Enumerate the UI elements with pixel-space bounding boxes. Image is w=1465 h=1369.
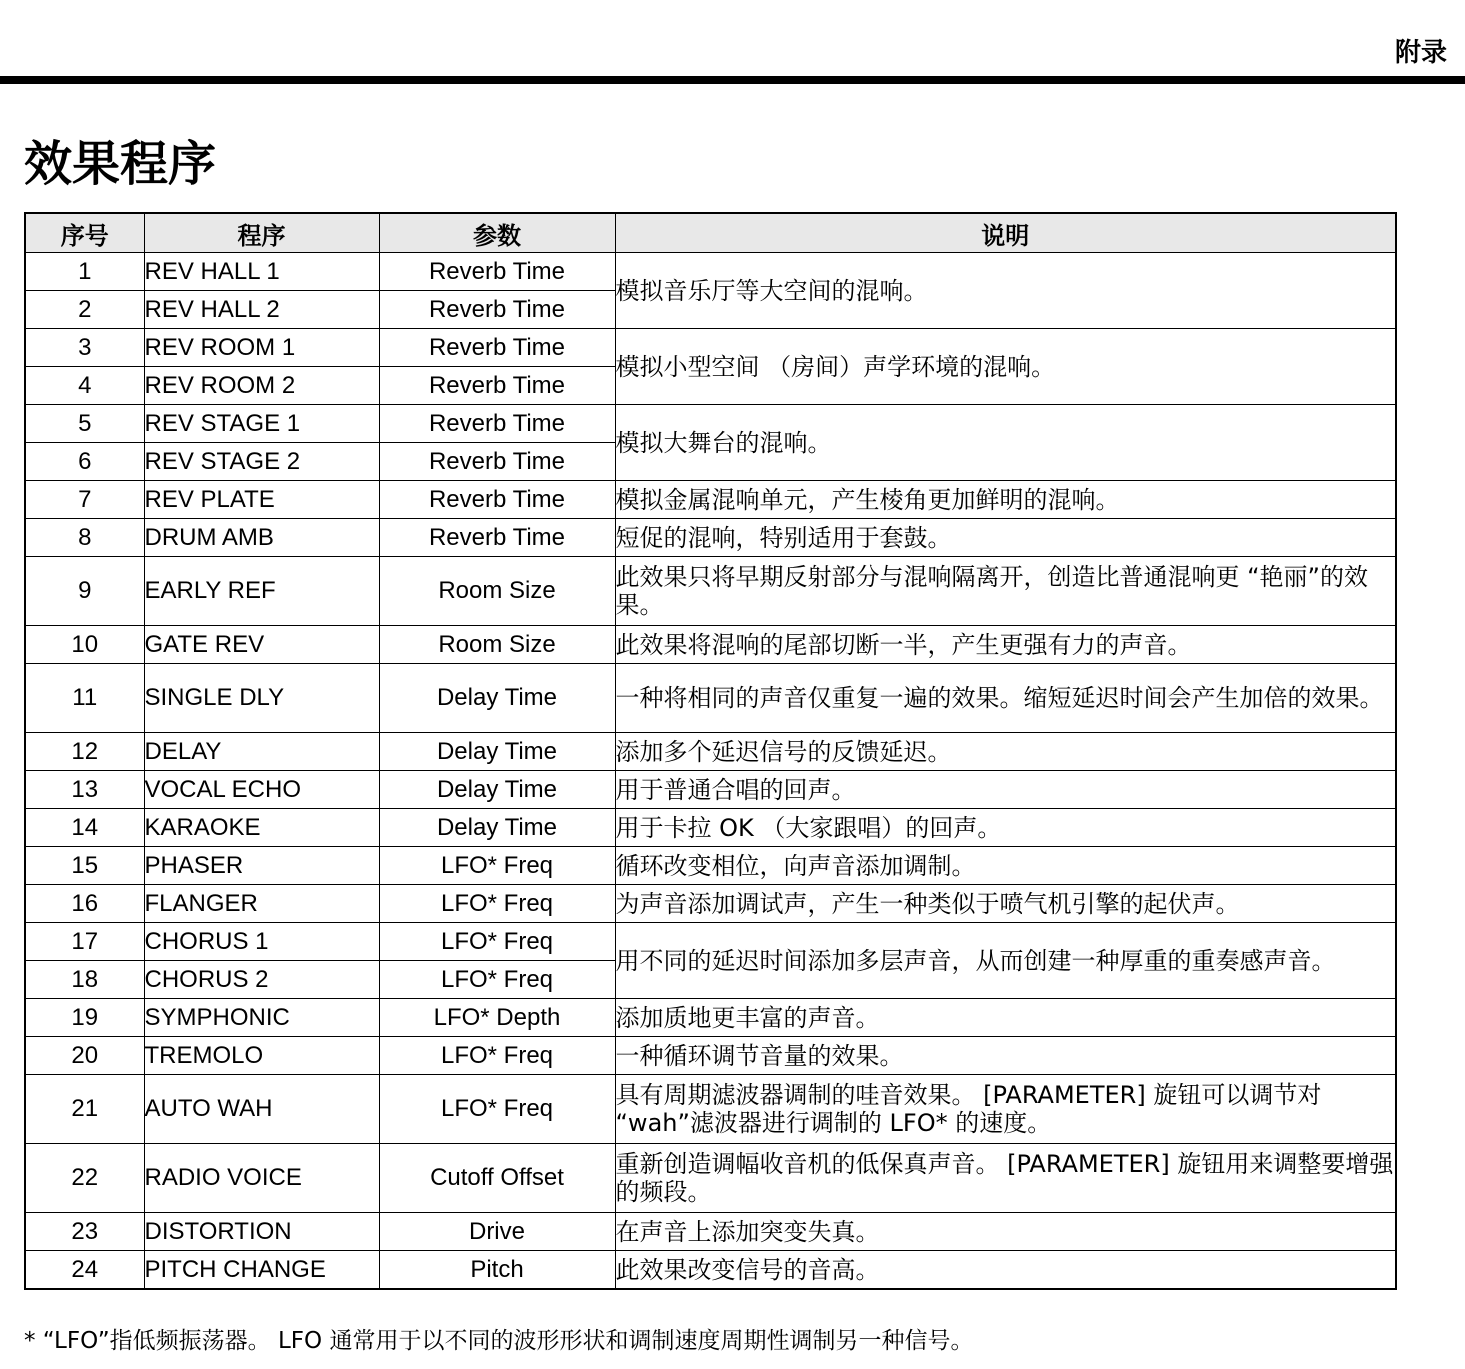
row-parameter: Room Size	[379, 557, 615, 626]
table-header-row	[25, 213, 1396, 253]
table-row	[25, 664, 1396, 733]
row-program: EARLY REF	[144, 557, 379, 626]
footnote: * “LFO”指低频振荡器。 LFO 通常用于以不同的波形形状和调制速度周期性调制另一种信号。	[24, 1328, 974, 1354]
row-program: TREMOLO	[144, 1037, 379, 1075]
row-program: FLANGER	[144, 885, 379, 923]
row-number: 21	[25, 1075, 144, 1144]
row-parameter: LFO* Freq	[379, 885, 615, 923]
row-parameter: LFO* Freq	[379, 1075, 615, 1144]
row-parameter: LFO* Freq	[379, 1037, 615, 1075]
row-program: RADIO VOICE	[144, 1144, 379, 1213]
row-number: 14	[25, 809, 144, 847]
row-program: VOCAL ECHO	[144, 771, 379, 809]
row-description: 一种循环调节音量的效果。	[615, 1037, 1396, 1075]
table-row	[25, 1213, 1396, 1251]
row-parameter: Delay Time	[379, 664, 615, 733]
row-parameter: Reverb Time	[379, 367, 615, 405]
table-row	[25, 999, 1396, 1037]
row-parameter: LFO* Freq	[379, 961, 615, 999]
row-parameter: Reverb Time	[379, 329, 615, 367]
row-parameter: Reverb Time	[379, 291, 615, 329]
column-header-description: 说明	[615, 213, 1396, 253]
row-parameter: Reverb Time	[379, 481, 615, 519]
row-number: 22	[25, 1144, 144, 1213]
table-row	[25, 1144, 1396, 1213]
row-number: 15	[25, 847, 144, 885]
table-row	[25, 519, 1396, 557]
table-row	[25, 809, 1396, 847]
row-parameter: Reverb Time	[379, 443, 615, 481]
row-program: GATE REV	[144, 626, 379, 664]
row-number: 9	[25, 557, 144, 626]
table-row	[25, 405, 1396, 443]
row-number: 1	[25, 253, 144, 291]
table-row	[25, 1251, 1396, 1290]
row-description: 为声音添加调试声，产生一种类似于喷气机引擎的起伏声。	[615, 885, 1396, 923]
row-number: 19	[25, 999, 144, 1037]
row-number: 10	[25, 626, 144, 664]
row-parameter: Cutoff Offset	[379, 1144, 615, 1213]
row-description: 模拟小型空间 （房间）声学环境的混响。	[615, 329, 1396, 405]
table-row	[25, 847, 1396, 885]
table-row	[25, 329, 1396, 367]
row-description: 此效果只将早期反射部分与混响隔离开，创造比普通混响更 “艳丽”的效果。	[615, 557, 1396, 626]
row-parameter: Reverb Time	[379, 519, 615, 557]
table-row	[25, 1037, 1396, 1075]
row-parameter: Drive	[379, 1213, 615, 1251]
row-program: DELAY	[144, 733, 379, 771]
row-parameter: LFO* Depth	[379, 999, 615, 1037]
row-description: 具有周期滤波器调制的哇音效果。 [PARAMETER] 旋钮可以调节对 “wah”滤波器进行调制的 LFO* 的速度。	[615, 1075, 1396, 1144]
row-number: 11	[25, 664, 144, 733]
row-description: 在声音上添加突变失真。	[615, 1213, 1396, 1251]
row-description: 重新创造调幅收音机的低保真声音。 [PARAMETER] 旋钮用来调整要增强的频段。	[615, 1144, 1396, 1213]
row-description: 添加多个延迟信号的反馈延迟。	[615, 733, 1396, 771]
column-header-number: 序号	[25, 213, 144, 253]
row-program: SINGLE DLY	[144, 664, 379, 733]
row-parameter: Room Size	[379, 626, 615, 664]
table-row	[25, 1075, 1396, 1144]
row-program: PHASER	[144, 847, 379, 885]
row-description: 用于卡拉 OK （大家跟唱）的回声。	[615, 809, 1396, 847]
row-parameter: Reverb Time	[379, 405, 615, 443]
row-description: 用不同的延迟时间添加多层声音，从而创建一种厚重的重奏感声音。	[615, 923, 1396, 999]
row-description: 此效果将混响的尾部切断一半，产生更强有力的声音。	[615, 626, 1396, 664]
row-program: KARAOKE	[144, 809, 379, 847]
row-program: REV PLATE	[144, 481, 379, 519]
row-description: 循环改变相位，向声音添加调制。	[615, 847, 1396, 885]
row-program: REV ROOM 1	[144, 329, 379, 367]
row-program: REV HALL 2	[144, 291, 379, 329]
row-description: 添加质地更丰富的声音。	[615, 999, 1396, 1037]
row-program: REV STAGE 2	[144, 443, 379, 481]
table-row	[25, 923, 1396, 961]
row-program: REV STAGE 1	[144, 405, 379, 443]
row-parameter: Delay Time	[379, 771, 615, 809]
row-description: 模拟大舞台的混响。	[615, 405, 1396, 481]
column-header-parameter: 参数	[379, 213, 615, 253]
row-program: REV HALL 1	[144, 253, 379, 291]
row-program: REV ROOM 2	[144, 367, 379, 405]
row-parameter: Reverb Time	[379, 253, 615, 291]
row-description: 模拟金属混响单元，产生棱角更加鲜明的混响。	[615, 481, 1396, 519]
table-row	[25, 481, 1396, 519]
row-parameter: Delay Time	[379, 733, 615, 771]
page-title: 效果程序	[24, 136, 217, 192]
row-program: AUTO WAH	[144, 1075, 379, 1144]
row-description: 用于普通合唱的回声。	[615, 771, 1396, 809]
row-program: SYMPHONIC	[144, 999, 379, 1037]
table-row	[25, 733, 1396, 771]
row-number: 23	[25, 1213, 144, 1251]
row-number: 5	[25, 405, 144, 443]
table-row	[25, 885, 1396, 923]
row-number: 20	[25, 1037, 144, 1075]
row-number: 13	[25, 771, 144, 809]
row-number: 8	[25, 519, 144, 557]
row-program: PITCH CHANGE	[144, 1251, 379, 1290]
table-row	[25, 557, 1396, 626]
row-number: 16	[25, 885, 144, 923]
row-parameter: LFO* Freq	[379, 847, 615, 885]
section-label: 附录	[1394, 38, 1447, 68]
row-number: 4	[25, 367, 144, 405]
column-header-program: 程序	[144, 213, 379, 253]
table-row	[25, 626, 1396, 664]
row-program: CHORUS 1	[144, 923, 379, 961]
row-parameter: Delay Time	[379, 809, 615, 847]
row-parameter: LFO* Freq	[379, 923, 615, 961]
row-description: 此效果改变信号的音高。	[615, 1251, 1396, 1290]
row-number: 2	[25, 291, 144, 329]
row-program: CHORUS 2	[144, 961, 379, 999]
row-number: 6	[25, 443, 144, 481]
row-parameter: Pitch	[379, 1251, 615, 1290]
row-program: DISTORTION	[144, 1213, 379, 1251]
table-row	[25, 771, 1396, 809]
row-description: 模拟音乐厅等大空间的混响。	[615, 253, 1396, 329]
row-number: 17	[25, 923, 144, 961]
row-number: 7	[25, 481, 144, 519]
header-rule	[0, 76, 1465, 84]
row-description: 短促的混响，特别适用于套鼓。	[615, 519, 1396, 557]
effect-program-table	[24, 212, 1397, 1290]
row-number: 24	[25, 1251, 144, 1290]
row-number: 3	[25, 329, 144, 367]
row-number: 18	[25, 961, 144, 999]
row-program: DRUM AMB	[144, 519, 379, 557]
row-number: 12	[25, 733, 144, 771]
row-description: 一种将相同的声音仅重复一遍的效果。缩短延迟时间会产生加倍的效果。	[615, 664, 1396, 733]
table-row	[25, 253, 1396, 291]
